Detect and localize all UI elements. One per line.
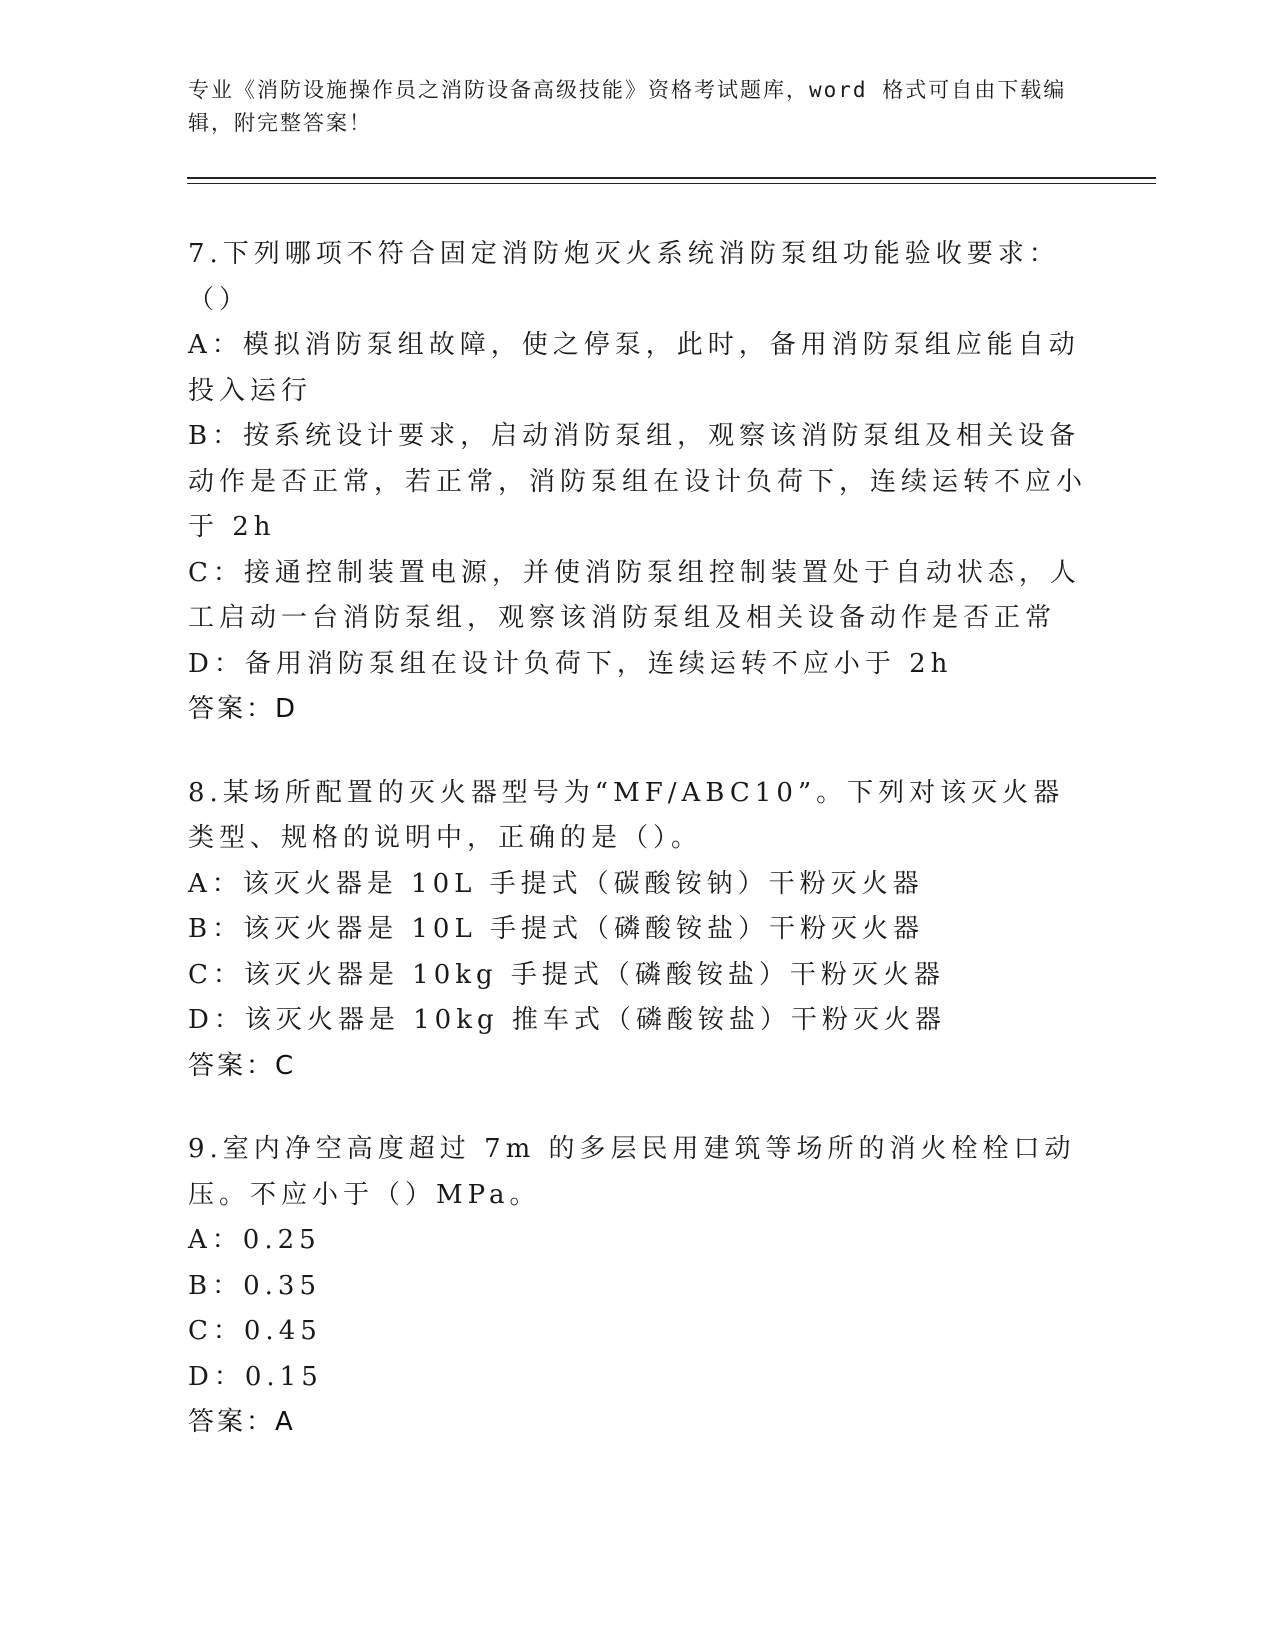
option-a: A：该灭火器是 10L 手提式（碳酸铵钠）干粉灭火器 — [188, 868, 924, 899]
header-rule-thin — [187, 183, 1156, 184]
question-7 — [188, 232, 1088, 733]
document-header: 专业《消防设施操作员之消防设备高级技能》资格考试题库，word 格式可自由下载编辑，附完整答案！ — [188, 78, 1067, 135]
option-d: D：0.15 — [188, 1361, 323, 1392]
header-rule-thick — [187, 177, 1156, 179]
question-9 — [188, 1127, 1088, 1446]
answer-label: 答案：D — [188, 694, 299, 724]
question-stem: 9.室内净空高度超过 7m 的多层民用建筑等场所的消火栓栓口动压。不应小于（）MPa。 — [188, 1134, 1076, 1210]
option-a: A：模拟消防泵组故障，使之停泵，此时，备用消防泵组应能自动投入运行 — [188, 330, 1080, 406]
option-b: B：按系统设计要求，启动消防泵组，观察该消防泵组及相关设备动作是否正常，若正常，消防泵组在设计负荷下，连续运转不应小于 2h — [188, 421, 1088, 542]
question-stem: 8.某场所配置的灭火器型号为“MF/ABC10”。下列对该灭火器类型、规格的说明中，正确的是（）。 — [188, 777, 1065, 853]
option-c: C：该灭火器是 10kg 手提式（磷酸铵盐）干粉灭火器 — [188, 959, 945, 990]
question-8 — [188, 771, 1088, 1090]
question-stem: 7.下列哪项不符合固定消防炮灭火系统消防泵组功能验收要求：（） — [188, 239, 1060, 315]
option-b: B：0.35 — [188, 1270, 321, 1301]
option-d: D：该灭火器是 10kg 推车式（磷酸铵盐）干粉灭火器 — [188, 1005, 946, 1035]
option-c: C：0.45 — [188, 1316, 322, 1346]
question-list — [188, 232, 1088, 1484]
option-b: B：该灭火器是 10L 手提式（磷酸铵盐）干粉灭火器 — [188, 914, 924, 944]
option-a: A：0.25 — [188, 1225, 321, 1255]
answer-label: 答案：C — [188, 1050, 297, 1081]
option-c: C：接通控制装置电源，并使消防泵组控制装置处于自动状态，人工启动一台消防泵组，观察该消防泵组及相关设备动作是否正常 — [188, 557, 1081, 633]
option-d: D：备用消防泵组在设计负荷下，连续运转不应小于 2h — [188, 648, 953, 679]
answer-label: 答案：A — [188, 1407, 296, 1437]
